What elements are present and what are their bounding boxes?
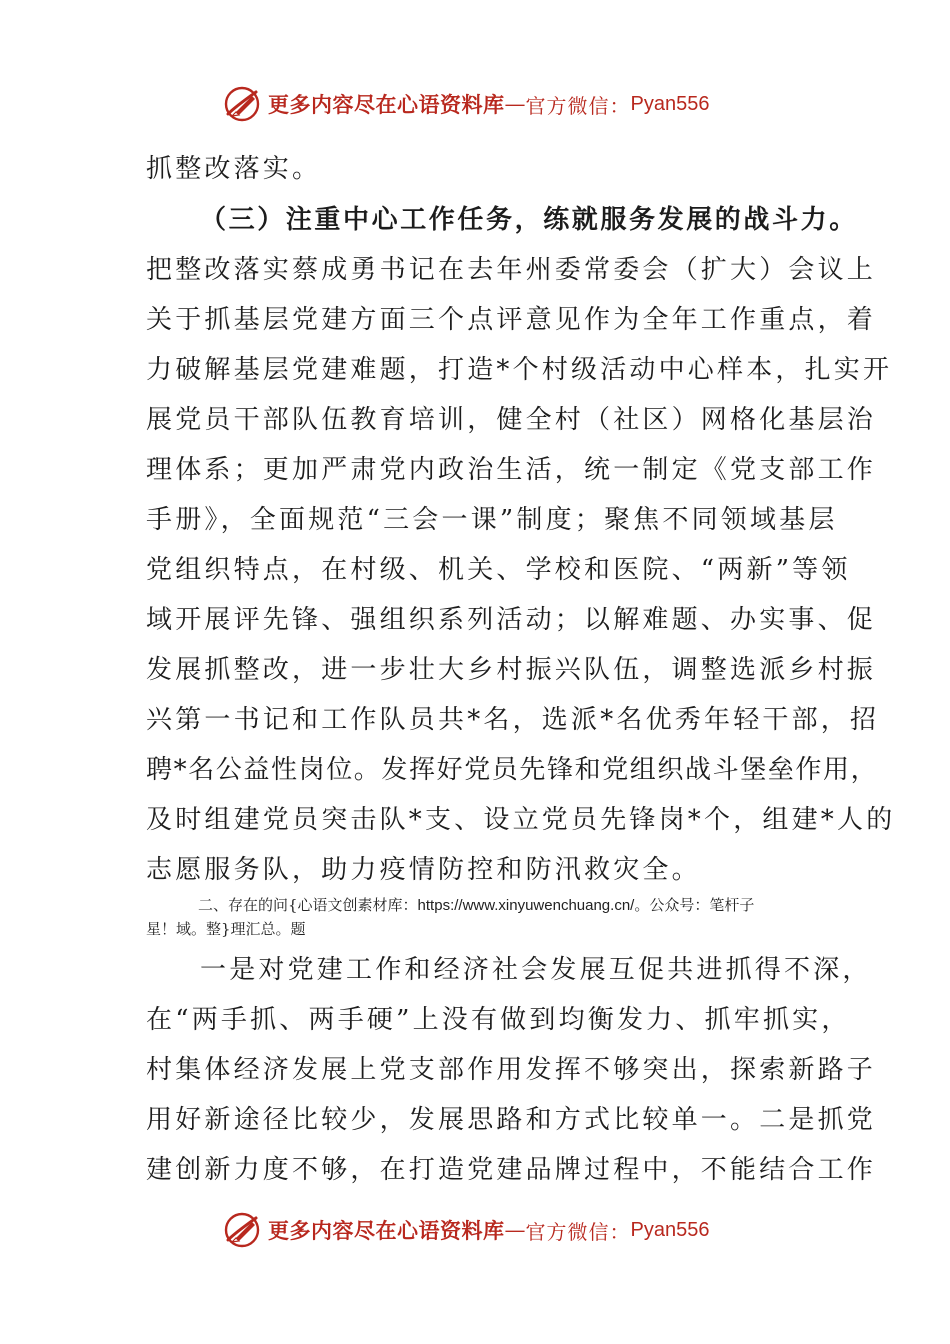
body-line: 关于抓基层党建方面三个点评意见作为全年工作重点，着 [146,305,877,335]
body-line: 理体系；更加严肃党内政治生活，统一制定《党支部工作 [146,455,877,485]
body-line: 把整改落实蔡成勇书记在去年州委常委会（扩大）会议上 [146,255,877,285]
body-line: 发展抓整改，进一步壮大乡村振兴队伍，调整选派乡村振 [146,655,877,685]
watermark-contact-label: 官方微信： [525,1219,631,1244]
body-line: 建创新力度不够，在打造党建品牌过程中，不能结合工作 [146,1155,877,1185]
body-line: 域开展评先锋、强组织系列活动；以解难题、办实事、促 [146,605,877,635]
body-line: 力破解基层党建难题，打造*个村级活动中心样本，扎实开 [146,355,893,385]
inserted-note-line: 星！域。整}理汇总。题 [146,920,306,938]
watermark-contact-id: Pyan556 [630,92,710,115]
body-line: 在“两手抓、两手硬”上没有做到均衡发力、抓牢抓实， [146,1005,851,1035]
watermark-contact-label: 官方微信： [525,93,631,118]
inserted-note-line [198,894,754,917]
body-line: 志愿服务队，助力疫情防控和防汛救灾全。 [146,855,701,885]
pen-circle-logo-icon [222,1210,262,1250]
section-heading: （三）注重中心工作任务，练就服务发展的战斗力。 [200,205,858,235]
body-line: 村集体经济发展上党支部作用发挥不够突出，探索新路子 [146,1055,877,1085]
note-url: https://www.xinyuwenchuang.cn/ [417,897,635,914]
watermark-contact-id: Pyan556 [630,1218,710,1241]
body-line: 展党员干部队伍教育培训，健全村（社区）网格化基层治 [146,405,877,435]
watermark-footer [222,1208,782,1252]
body-line: 及时组建党员突击队*支、设立党员先锋岗*个，组建*人的 [146,805,896,835]
body-line: 党组织特点，在村级、机关、学校和医院、“两新”等领 [146,555,851,585]
pen-circle-logo-icon [222,84,262,124]
body-line: 手册》，全面规范“三会一课”制度；聚焦不同领域基层 [146,505,838,535]
note-prefix: 二、存在的问{心语文创素材库： [198,896,418,914]
body-line: 抓整改落实。 [146,154,322,184]
watermark-header [222,82,782,126]
watermark-separator: — [504,1218,526,1242]
watermark-brand: 更多内容尽在心语资料库 [268,1218,505,1243]
watermark-brand: 更多内容尽在心语资料库 [268,92,505,117]
body-line: 一是对党建工作和经济社会发展互促共进抓得不深， [200,955,872,985]
note-suffix: 。公众号：笔杆子 [634,896,755,914]
watermark-separator: — [504,92,526,116]
body-line: 用好新途径比较少，发展思路和方式比较单一。二是抓党 [146,1105,877,1135]
body-line: 聘*名公益性岗位。发挥好党员先锋和党组织战斗堡垒作用， [146,755,879,785]
body-line: 兴第一书记和工作队员共*名，选派*名优秀年轻干部，招 [146,705,880,735]
